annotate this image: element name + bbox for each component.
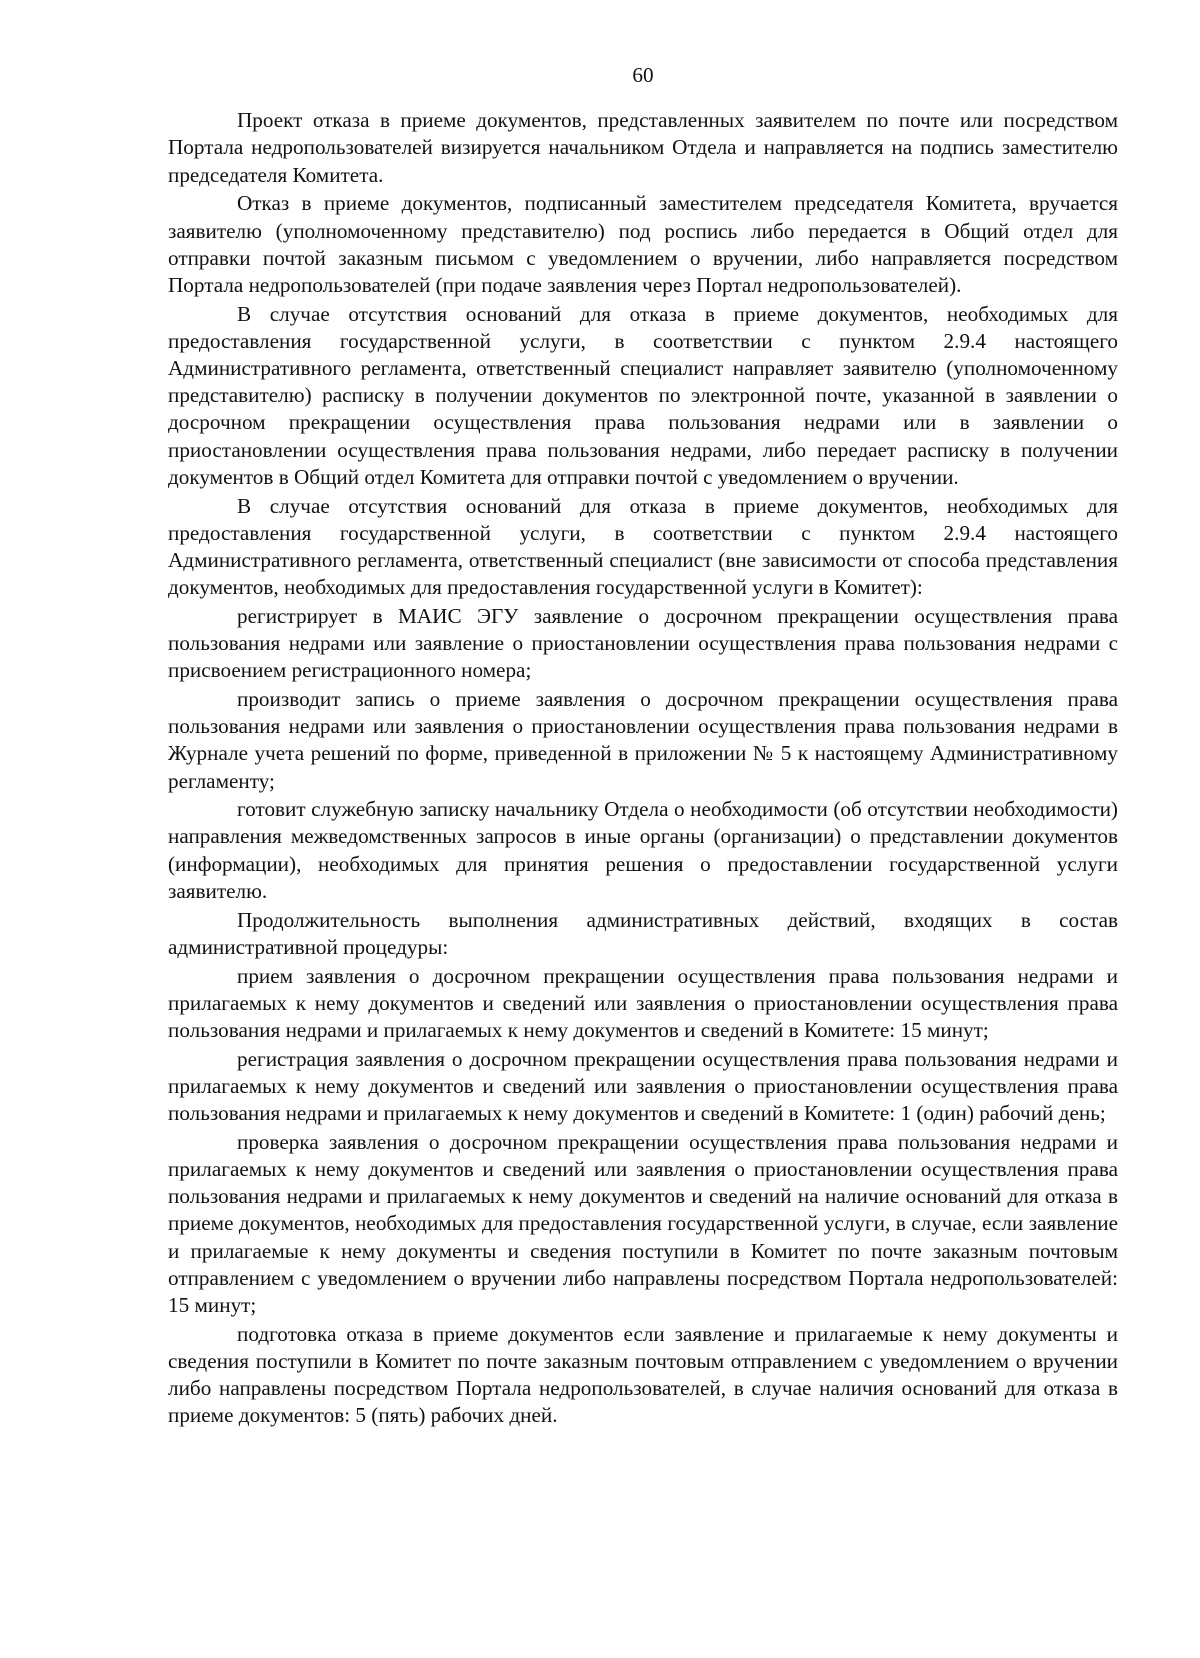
paragraph-6: производит запись о приеме заявления о досрочном прекращении осуществления права пользования недрами или заявления о приостановлении осуществления права пользования недрами в Журнале учета решений по форме, приведенной в приложении № 5 к настоящему Административному регламенту; [168,686,1118,793]
paragraph-7: готовит служебную записку начальнику Отдела о необходимости (об отсутствии необходимости) направления межведомственных запросов в иные органы (организации) о представлении документов (информации), необходимых для принятия решения о предоставлении государственной услуги заявителю. [168,797,1118,903]
paragraph-9: прием заявления о досрочном прекращении осуществления права пользования недрами и прилагаемых к нему документов и сведений или заявления о приостановлении осуществления права пользования недрами и прилагаемых к нему документов и сведений в Комитете: 15 минут; [168,963,1118,1042]
paragraph-10: регистрация заявления о досрочном прекращении осуществления права пользования недрами и прилагаемых к нему документов и сведений или заявления о приостановлении осуществления права пользования недрами и прилагаемых к нему документов и сведений в Комитете: 1 (один) рабочий день; [168,1046,1118,1126]
paragraph-5: регистрирует в МАИС ЭГУ заявление о досрочном прекращении осуществления права пользования недрами или заявление о приостановлении осуществления права пользования недрами с присвоением регистрационного номера; [168,603,1118,683]
paragraph-1: Проект отказа в приеме документов, представленных заявителем по почте или посредством Портала недропользователей визируется начальником Отдела и направляется на подпись заместителю председателя Комитета. [168,108,1118,187]
page-number: 60 [632,63,654,87]
paragraph-4: В случае отсутствия оснований для отказа в приеме документов, необходимых для предоставления государственной услуги, в соответствии с пунктом 2.9.4 настоящего Административного регламента, ответственный специалист (вне зависимости от способа представления документов, необходимых для предоставления государственной услуги в Комитет): [168,493,1118,600]
document-page [168,62,1118,1431]
paragraph-3: В случае отсутствия оснований для отказа в приеме документов, необходимых для предоставления государственной услуги, в соответствии с пунктом 2.9.4 настоящего Административного регламента, ответственный специалист направляет заявителю (уполномоченному представителю) расписку в получении документов по электронной почте, указанной в заявлении о досрочном прекращении осуществления права пользования недрами или в заявлении о приостановлении осуществления права пользования недрами, либо передает расписку в получении документов в Общий отдел Комитета для отправки почтой с уведомлением о вручении. [168,301,1118,489]
paragraph-12: подготовка отказа в приеме документов если заявление и прилагаемые к нему документы и сведения поступили в Комитет по почте заказным почтовым отправлением с уведомлением о вручении либо направлены посредством Портала недропользователей, в случае наличия оснований для отказа в приеме документов: 5 (пять) рабочих дней. [168,1321,1118,1428]
paragraph-11: проверка заявления о досрочном прекращении осуществления права пользования недрами и прилагаемых к нему документов и сведений или заявления о приостановлении осуществления права пользования недрами и прилагаемых к нему документов и сведений на наличие оснований для отказа в приеме документов, необходимых для предоставления государственной услуги, в случае, если заявление и прилагаемые к нему документы и сведения поступили в Комитет по почте заказным почтовым отправлением с уведомлением о вручении либо направлены посредством Портала недропользователей: 15 минут; [168,1129,1118,1317]
paragraph-8: Продолжительность выполнения административных действий, входящих в состав административной процедуры: [168,907,1118,959]
paragraph-2: Отказ в приеме документов, подписанный заместителем председателя Комитета, вручается заявителю (уполномоченному представителю) под роспись либо передается в Общий отдел для отправки почтой заказным письмом с уведомлением о вручении, либо направляется посредством Портала недропользователей (при подаче заявления через Портал недропользователей). [168,191,1118,297]
